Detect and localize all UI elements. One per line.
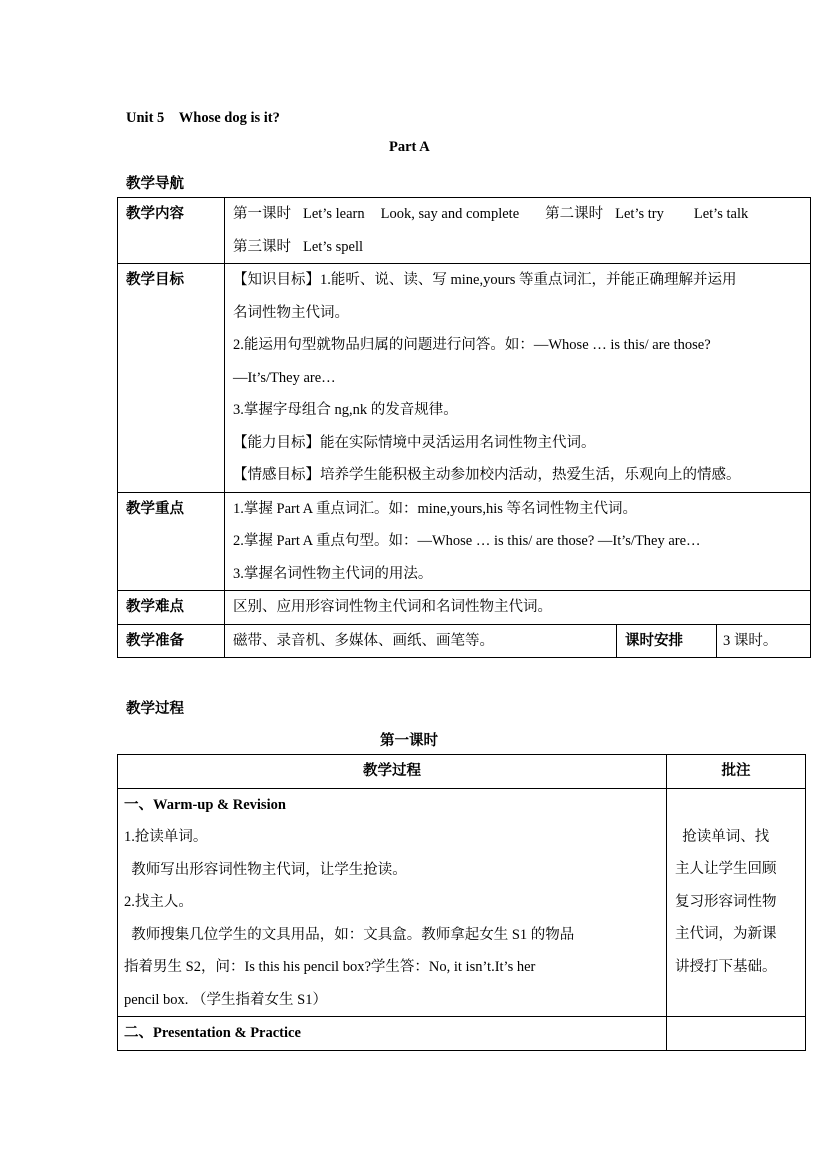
section1-note: 讲授打下基础。 xyxy=(675,958,777,975)
goals-label: 教学目标 xyxy=(126,272,184,288)
col-notes-header: 批注 xyxy=(721,763,751,779)
section1-note: 主代词，为新课 xyxy=(675,926,777,942)
section1-note: 主人让学生回顾 xyxy=(675,861,777,877)
lesson-title: 第一课时 xyxy=(380,733,438,749)
nav-row-keypoints xyxy=(118,492,811,591)
nav-heading: 教学导航 xyxy=(126,176,184,192)
goals-line: 【情感目标】培养学生能积极主动参加校内活动，热爱生活，乐观向上的情感。 xyxy=(233,467,741,483)
unit-title: Unit 5 Whose dog is it? xyxy=(126,110,280,126)
goals-line: 【知识目标】1.能听、说、读、写 mine,yours 等重点词汇，并能正确理解并运用 xyxy=(233,272,737,288)
section1-note: 抢读单词、找 xyxy=(675,828,770,845)
goals-line: —It’s/They are… xyxy=(233,369,336,386)
section2-title: 二、Presentation & Practice xyxy=(124,1025,301,1041)
keypoints-line: 3.掌握名词性物主代词的用法。 xyxy=(233,565,433,582)
keypoints-line: 2.掌握 Part A 重点句型。如：—Whose … is this/ are those? —It’s/They are… xyxy=(233,533,701,549)
goals-line: 3.掌握字母组合 ng,nk 的发音规律。 xyxy=(233,402,458,418)
process-heading: 教学过程 xyxy=(126,701,184,717)
prep-text: 磁带、录音机、多媒体、画纸、画笔等。 xyxy=(233,632,494,649)
process-section-2 xyxy=(118,1017,806,1051)
keypoints-line: 1.掌握 Part A 重点词汇。如：mine,yours,his 等名词性物主代词。 xyxy=(233,500,637,517)
nav-table xyxy=(117,197,811,658)
part-title: Part A xyxy=(389,139,430,155)
nav-row-difficulties xyxy=(118,591,811,625)
goals-line: 2.能运用句型就物品归属的问题进行问答。如：—Whose … is this/ are those? xyxy=(233,337,711,353)
goals-line: 【能力目标】能在实际情境中灵活运用名词性物主代词。 xyxy=(233,434,596,451)
col-process-header: 教学过程 xyxy=(363,763,421,779)
schedule-value: 3 课时。 xyxy=(723,632,778,649)
content-line-1: 第一课时 Let’s learn Look, say and complete 第二课时 Let’s try Let’s talk xyxy=(233,206,749,222)
nav-row-content xyxy=(118,198,811,264)
section1-line: pencil box. （学生指着女生 S1） xyxy=(124,991,327,1008)
section1-line: 教师搜集几位学生的文具用品，如：文具盒。教师拿起女生 S1 的物品 xyxy=(124,926,575,943)
process-section-1 xyxy=(118,788,806,1017)
nav-row-prep xyxy=(118,624,811,658)
content-label: 教学内容 xyxy=(126,206,184,222)
section1-line: 2.找主人。 xyxy=(124,894,193,910)
section1-note: 复习形容词性物 xyxy=(675,893,777,910)
difficulties-label: 教学难点 xyxy=(126,599,184,615)
difficulties-text: 区别、应用形容词性物主代词和名词性物主代词。 xyxy=(233,599,552,615)
prep-label: 教学准备 xyxy=(126,632,184,649)
section1-line: 指着男生 S2，问：Is this his pencil box?学生答：No, it isn’t.It’s her xyxy=(124,959,536,975)
keypoints-label: 教学重点 xyxy=(126,500,184,517)
section1-line: 1.抢读单词。 xyxy=(124,829,208,845)
schedule-label: 课时安排 xyxy=(625,632,683,649)
section1-line: 教师写出形容词性物主代词，让学生抢读。 xyxy=(124,861,407,878)
process-header-row xyxy=(118,755,806,789)
section1-title: 一、Warm-up & Revision xyxy=(124,796,286,813)
nav-row-goals xyxy=(118,264,811,493)
process-table xyxy=(117,754,806,1051)
content-line-2: 第三课时 Let’s spell xyxy=(233,238,364,255)
goals-line: 名词性物主代词。 xyxy=(233,304,349,321)
